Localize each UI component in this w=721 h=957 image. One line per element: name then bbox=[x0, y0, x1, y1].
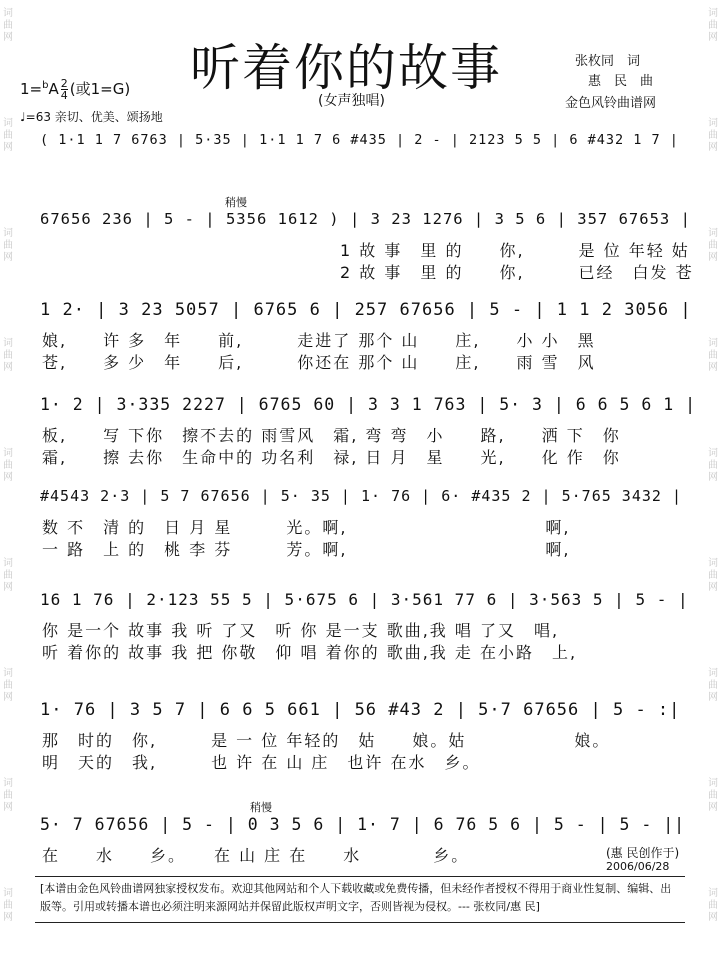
lyric-line: 娘, 许 多 年 前, 走进了 那个 山 庄, 小 小 黑 bbox=[42, 331, 596, 350]
key-alt: (或1=G) bbox=[69, 80, 131, 98]
watermark: 词曲网 bbox=[3, 558, 13, 593]
page-title: 听着你的故事 bbox=[190, 39, 502, 97]
lyric-line: 苍, 多 少 年 后, 你还在 那个 山 庄, 雨 雪 风 bbox=[42, 353, 596, 372]
watermark: 词曲网 bbox=[708, 118, 718, 153]
notation-line: #4543 2·3 | 5 7 67656 | 5· 35 | 1· 76 | 6· #435 2 | 5·765 3432 | bbox=[40, 487, 682, 505]
lyricist-credit: 张枚同 词 bbox=[575, 54, 641, 69]
subtitle: (女声独唱) bbox=[318, 93, 385, 109]
lyric-line: 一 路 上 的 桃 李 芬 芳。啊, 啊, bbox=[42, 540, 571, 559]
tempo-change-mark: 稍慢 bbox=[225, 196, 247, 209]
key-note: A bbox=[48, 80, 59, 98]
composer-credit: 惠 民 曲 bbox=[588, 74, 654, 89]
watermark: 词曲网 bbox=[3, 888, 13, 923]
lyric-line: 那 时的 你, 是 一 位 年轻的 姑 娘。姑 娘。 bbox=[42, 731, 611, 750]
notation-line: ( 1·1 1 7 6763 | 5·35 | 1·1 1 7 6 #435 | 2 - | 2123 5 5 | 6 #432 1 7 | bbox=[40, 132, 679, 148]
site-credit: 金色风铃曲谱网 bbox=[565, 96, 657, 111]
watermark: 词曲网 bbox=[3, 338, 13, 373]
key-signature bbox=[20, 78, 130, 101]
flat-sign: b bbox=[42, 80, 49, 91]
watermark: 词曲网 bbox=[3, 8, 13, 43]
watermark: 词曲网 bbox=[3, 228, 13, 263]
lyric-line: 数 不 清 的 日 月 星 光。啊, 啊, bbox=[42, 518, 571, 537]
notation-line: 16 1 76 | 2·123 55 5 | 5·675 6 | 3·561 77 6 | 3·563 5 | 5 - | bbox=[40, 590, 689, 609]
watermark: 词曲网 bbox=[708, 778, 718, 813]
watermark: 词曲网 bbox=[3, 778, 13, 813]
time-bottom: 4 bbox=[60, 89, 68, 102]
key-prefix: 1= bbox=[20, 80, 43, 98]
watermark: 词曲网 bbox=[708, 338, 718, 373]
watermark: 词曲网 bbox=[3, 448, 13, 483]
lyric-line: 板, 写 下你 擦不去的 雨雪风 霜, 弯 弯 小 路, 洒 下 你 bbox=[42, 426, 621, 445]
composition-date: 2006/06/28 bbox=[606, 860, 670, 873]
tempo-marking: ♩=63 亲切、优美、颂扬地 bbox=[20, 110, 163, 124]
watermark: 词曲网 bbox=[708, 448, 718, 483]
notation-line: 5· 7 67656 | 5 - | 0 3 5 6 | 1· 7 | 6 76 5 6 | 5 - | 5 - || bbox=[40, 815, 686, 834]
time-top: 2 bbox=[60, 77, 68, 90]
watermark: 词曲网 bbox=[708, 888, 718, 923]
tempo-change-mark: 稍慢 bbox=[250, 801, 272, 814]
watermark: 词曲网 bbox=[3, 668, 13, 703]
copyright-notice: [本谱由金色风铃曲谱网独家授权发布。欢迎其他网站和个人下载收藏或免费传播，但未经作者授权不得用于商业性复制、编辑、出版等。引用或转播本谱也必须注明来源网站并保留此版权声明文字，否则皆视为侵权。--- 张枚同/惠 民] bbox=[40, 882, 672, 913]
watermark: 词曲网 bbox=[708, 558, 718, 593]
notation-line: 1· 2 | 3·335 2227 | 6765 60 | 3 3 1 763 | 5· 3 | 6 6 5 6 1 | bbox=[40, 395, 697, 414]
composed-note: (惠 民创作于) bbox=[606, 846, 680, 860]
lyric-line: 明 天的 我, 也 许 在 山 庄 也许 在水 乡。 bbox=[42, 753, 481, 772]
notice-rule-top bbox=[35, 876, 685, 877]
lyric-line: 在 水 乡。 在 山 庄 在 水 乡。 bbox=[42, 846, 470, 865]
notation-line: 1· 76 | 3 5 7 | 6 6 5 661 | 56 #43 2 | 5·7 67656 | 5 - :| bbox=[40, 700, 681, 720]
notation-line: 67656 236 | 5 - | 5356 1612 ) | 3 23 1276 | 3 5 6 | 357 67653 | bbox=[40, 210, 691, 228]
time-signature bbox=[61, 78, 68, 101]
lyric-line: 你 是一个 故事 我 听 了又 听 你 是一支 歌曲,我 唱 了又 唱, bbox=[42, 621, 560, 640]
watermark: 词曲网 bbox=[708, 228, 718, 263]
lyric-line: 听 着你的 故事 我 把 你敬 仰 唱 着你的 歌曲,我 走 在小路 上, bbox=[42, 643, 578, 662]
lyric-line: 霜, 擦 去你 生命中的 功名利 禄, 日 月 星 光, 化 作 你 bbox=[42, 448, 621, 467]
lyric-line: 2 故 事 里 的 你, 已经 白发 苍 bbox=[340, 263, 694, 282]
notation-line: 1 2· | 3 23 5057 | 6765 6 | 257 67656 | 5 - | 1 1 2 3056 | bbox=[40, 300, 692, 320]
watermark: 词曲网 bbox=[3, 118, 13, 153]
lyric-line: 1 故 事 里 的 你, 是 位 年轻 姑 bbox=[340, 241, 690, 260]
watermark: 词曲网 bbox=[708, 8, 718, 43]
notice-rule-bottom bbox=[35, 922, 685, 923]
watermark: 词曲网 bbox=[708, 668, 718, 703]
